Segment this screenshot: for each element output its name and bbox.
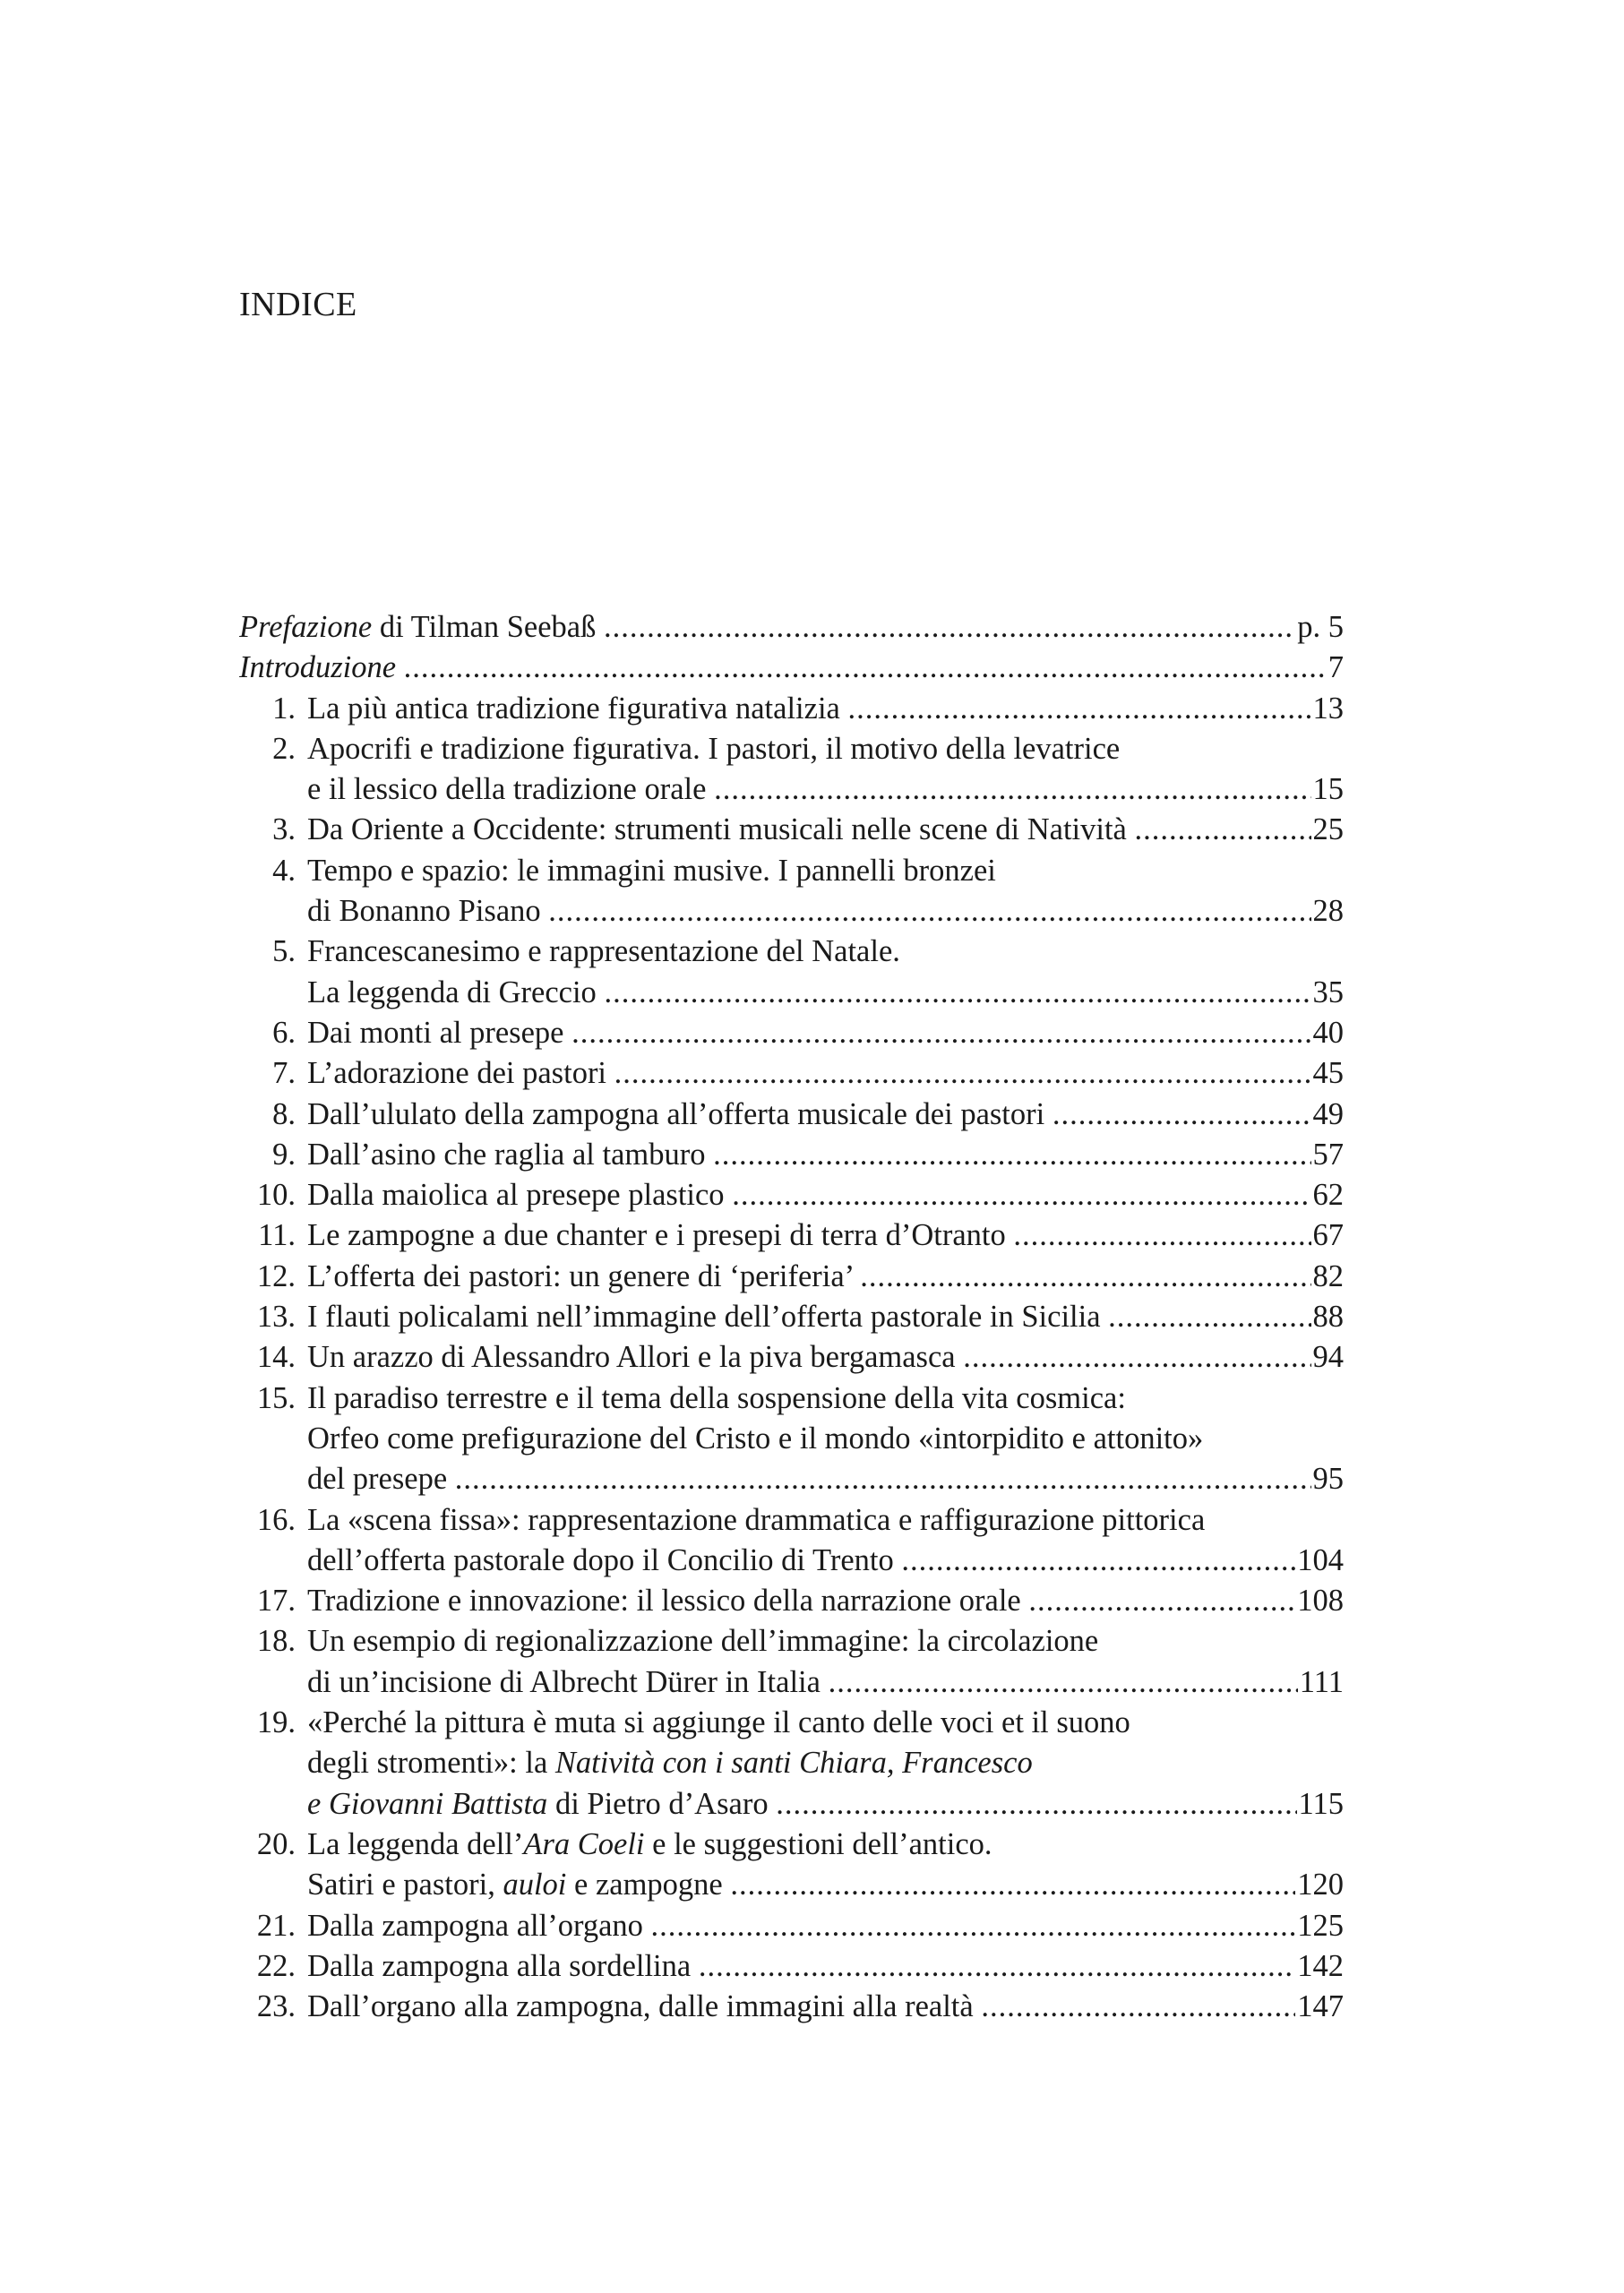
chapter-number: 22. (256, 1948, 296, 1983)
toc-entry (239, 1215, 1344, 1256)
chapter-number: 13. (256, 1300, 296, 1335)
toc-title: La più antica tradizione figurativa natalizia ..... (307, 689, 1311, 729)
toc-title: Tradizione e innovazione: il lessico della narrazione orale ..... (307, 1581, 1295, 1621)
page-number: p. 5 (1297, 610, 1344, 644)
chapter-number: 20. (256, 1826, 296, 1861)
page-number: 147 (1297, 1989, 1344, 2024)
page-number: 13 (1312, 691, 1344, 726)
toc-title: Prefazione di Tilman Seebaß ..... (239, 607, 1295, 648)
toc-entry (239, 1825, 1344, 1906)
toc-title: Dall’ululato della zampogna all’offerta musicale dei pastori ..... (307, 1095, 1311, 1135)
page-number: 104 (1297, 1542, 1344, 1577)
toc-entry (239, 1297, 1344, 1337)
toc-entry (239, 729, 1344, 811)
toc-line (239, 1825, 1344, 1865)
chapter-number: 11. (258, 1218, 296, 1253)
page-number: 115 (1298, 1786, 1344, 1821)
toc-title: Dalla zampogna alla sordellina ..... (307, 1946, 1295, 1987)
toc-entry (239, 1135, 1344, 1175)
page-number: 108 (1297, 1584, 1344, 1619)
toc-line (239, 1662, 1344, 1703)
toc-line (239, 1500, 1344, 1541)
toc-line (239, 1175, 1344, 1215)
page-number: 125 (1297, 1908, 1344, 1943)
toc-title: La leggenda di Greccio ..... (307, 973, 1311, 1013)
toc-title: e il lessico della tradizione orale ..... (307, 769, 1311, 810)
page-number: 49 (1312, 1096, 1344, 1131)
page-number: 25 (1312, 812, 1344, 847)
page-number: 142 (1297, 1948, 1344, 1983)
toc-entry (239, 1378, 1344, 1500)
page-number: 35 (1312, 975, 1344, 1009)
toc-title: Orfeo come prefigurazione del Cristo e il mondo «intorpidito e attonito» (307, 1421, 1204, 1456)
chapter-number: 16. (256, 1502, 296, 1537)
toc-line (239, 769, 1344, 810)
toc-entry (239, 1906, 1344, 1946)
toc-entry (239, 607, 1344, 648)
toc-title: «Perché la pittura è muta si aggiunge il canto delle voci et il suono (307, 1705, 1130, 1740)
toc-entry (239, 932, 1344, 1013)
toc-entry (239, 1095, 1344, 1135)
toc-line (239, 689, 1344, 729)
toc-line (239, 1459, 1344, 1499)
toc-line (239, 1946, 1344, 1987)
toc-title: Francescanesimo e rappresentazione del Natale. (307, 934, 900, 969)
toc-line (239, 729, 1344, 769)
toc-title: L’offerta dei pastori: un genere di ‘periferia’ ..... (307, 1257, 1311, 1297)
toc-line (239, 1378, 1344, 1419)
page-number: 67 (1312, 1218, 1344, 1253)
toc-line (239, 1013, 1344, 1053)
toc-line (239, 932, 1344, 972)
toc-line (239, 1987, 1344, 2027)
toc-title: del presepe ..... (307, 1459, 1311, 1499)
toc-title: La leggenda dell’Ara Coeli e le suggestioni dell’antico. (307, 1826, 992, 1861)
toc-title: Satiri e pastori, auloi e zampogne ..... (307, 1865, 1295, 1905)
page-number: 62 (1312, 1178, 1344, 1213)
toc-title: Dai monti al presepe ..... (307, 1013, 1311, 1053)
toc-title: Tempo e spazio: le immagini musive. I pannelli bronzei (307, 853, 996, 888)
toc-entry (239, 1500, 1344, 1582)
table-of-contents (239, 607, 1344, 2027)
toc-line (239, 851, 1344, 891)
chapter-number: 19. (256, 1705, 296, 1740)
toc-title: Dall’asino che raglia al tamburo ..... (307, 1135, 1311, 1175)
toc-line (239, 1257, 1344, 1297)
toc-title: La «scena fissa»: rappresentazione drammatica e raffigurazione pittorica (307, 1502, 1206, 1537)
toc-title: Dalla maiolica al presepe plastico ..... (307, 1175, 1311, 1215)
page-number: 82 (1312, 1258, 1344, 1293)
chapter-number: 3. (272, 812, 296, 847)
toc-title: Le zampogne a due chanter e i presepi di terra d’Otranto ..... (307, 1215, 1311, 1256)
toc-line (239, 1621, 1344, 1662)
toc-entry (239, 1946, 1344, 1987)
page-number: 111 (1299, 1664, 1344, 1699)
toc-entry (239, 689, 1344, 729)
toc-title: Introduzione ..... (239, 648, 1327, 688)
toc-line (239, 1095, 1344, 1135)
toc-title: I flauti policalami nell’immagine dell’offerta pastorale in Sicilia ..... (307, 1297, 1311, 1337)
toc-title: dell’offerta pastorale dopo il Concilio di Trento ..... (307, 1541, 1295, 1581)
page-number: 120 (1297, 1868, 1344, 1902)
toc-title: Un arazzo di Alessandro Allori e la piva bergamasca ..... (307, 1337, 1311, 1378)
toc-title: Da Oriente a Occidente: strumenti musicali nelle scene di Natività ..... (307, 810, 1311, 850)
chapter-number: 18. (256, 1624, 296, 1659)
toc-title: e Giovanni Battista di Pietro d’Asaro ..... (307, 1784, 1297, 1825)
toc-entry (239, 851, 1344, 932)
toc-entry (239, 1053, 1344, 1094)
toc-entry (239, 1257, 1344, 1297)
toc-title: Dalla zampogna all’organo ..... (307, 1906, 1295, 1946)
page-number: 28 (1312, 894, 1344, 929)
toc-entry (239, 1581, 1344, 1621)
toc-entry (239, 1703, 1344, 1825)
page-title: INDICE (239, 286, 357, 323)
page-number: 45 (1312, 1056, 1344, 1091)
toc-entry (239, 1621, 1344, 1703)
toc-line (239, 1743, 1344, 1783)
toc-line (239, 973, 1344, 1013)
toc-line (239, 1337, 1344, 1378)
toc-entry (239, 1013, 1344, 1053)
toc-entry (239, 810, 1344, 850)
toc-entry (239, 1987, 1344, 2027)
toc-title: Dall’organo alla zampogna, dalle immagini alla realtà ..... (307, 1987, 1295, 2027)
page-number: 88 (1312, 1300, 1344, 1335)
toc-title: Il paradiso terrestre e il tema della sospensione della vita cosmica: (307, 1380, 1126, 1415)
toc-line (239, 1906, 1344, 1946)
toc-line (239, 810, 1344, 850)
chapter-number: 14. (256, 1340, 296, 1375)
toc-line (239, 607, 1344, 648)
chapter-number: 15. (256, 1380, 296, 1415)
page-number: 95 (1312, 1462, 1344, 1497)
chapter-number: 12. (256, 1258, 296, 1293)
toc-line (239, 648, 1344, 688)
toc-title: degli stromenti»: la Natività con i santi Chiara, Francesco (307, 1746, 1033, 1781)
toc-line (239, 1297, 1344, 1337)
toc-title: Apocrifi e tradizione figurativa. I pastori, il motivo della levatrice (307, 731, 1121, 766)
chapter-number: 10. (256, 1178, 296, 1213)
page-number: 40 (1312, 1015, 1344, 1050)
toc-entry (239, 1337, 1344, 1378)
toc-line (239, 1419, 1344, 1459)
toc-line (239, 1784, 1344, 1825)
chapter-number: 7. (272, 1056, 296, 1091)
toc-title: L’adorazione dei pastori ..... (307, 1053, 1311, 1094)
toc-line (239, 1581, 1344, 1621)
chapter-number: 2. (272, 731, 296, 766)
toc-entry (239, 1175, 1344, 1215)
toc-line (239, 1703, 1344, 1743)
toc-line (239, 1053, 1344, 1094)
toc-line (239, 891, 1344, 932)
chapter-number: 1. (272, 691, 296, 726)
toc-title: di un’incisione di Albrecht Dürer in Italia ..... (307, 1662, 1298, 1703)
toc-line (239, 1541, 1344, 1581)
toc-line (239, 1135, 1344, 1175)
page-number: 15 (1312, 772, 1344, 807)
chapter-number: 8. (272, 1096, 296, 1131)
chapter-number: 6. (272, 1015, 296, 1050)
chapter-number: 4. (272, 853, 296, 888)
chapter-number: 23. (256, 1989, 296, 2024)
toc-entry (239, 648, 1344, 688)
page-number: 57 (1312, 1137, 1344, 1172)
toc-title: Un esempio di regionalizzazione dell’immagine: la circolazione (307, 1624, 1099, 1659)
chapter-number: 5. (272, 934, 296, 969)
toc-title: di Bonanno Pisano ..... (307, 891, 1311, 932)
chapter-number: 17. (256, 1584, 296, 1619)
chapter-number: 21. (256, 1908, 296, 1943)
page-number: 7 (1328, 650, 1344, 685)
page-number: 94 (1312, 1340, 1344, 1375)
toc-line (239, 1215, 1344, 1256)
toc-line (239, 1865, 1344, 1905)
chapter-number: 9. (272, 1137, 296, 1172)
